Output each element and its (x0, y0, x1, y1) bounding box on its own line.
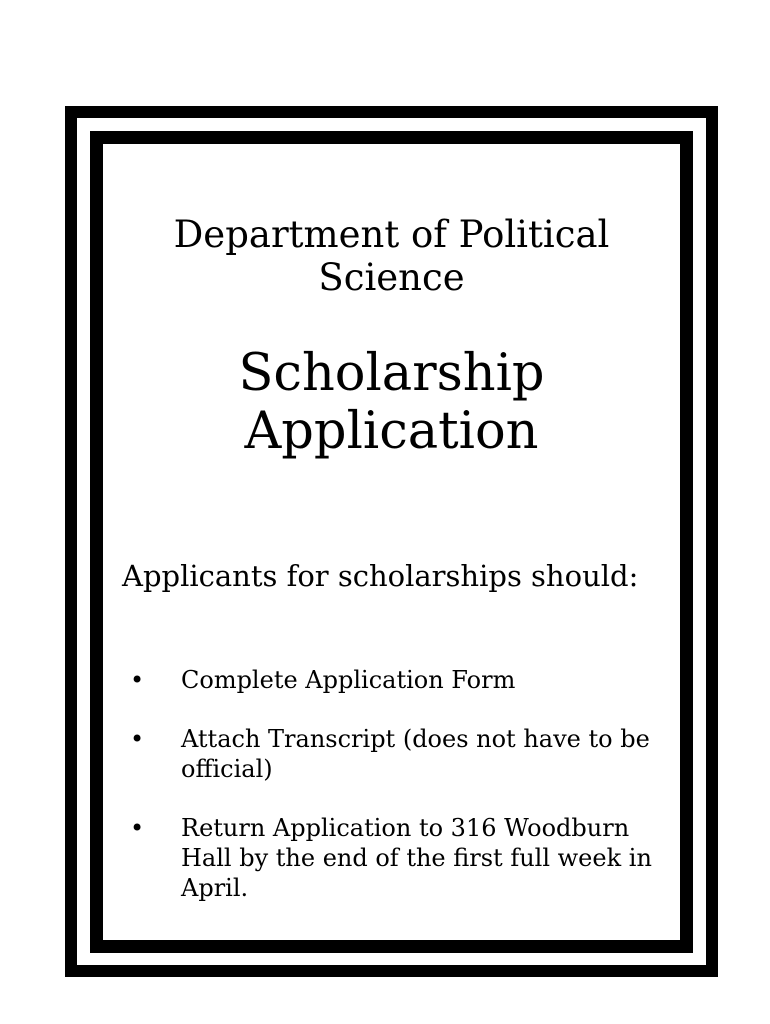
bullet-icon: • (130, 814, 145, 842)
requirements-list (122, 665, 682, 932)
department-heading: Department of Political Science (173, 213, 610, 299)
requirement-text: Attach Transcript (does not have to be official) (181, 725, 650, 783)
bullet-icon: • (130, 725, 145, 753)
list-item (122, 813, 682, 903)
list-item (122, 724, 682, 784)
intro-text: Applicants for scholarships should: (122, 559, 639, 593)
requirement-text: Complete Application Form (181, 666, 516, 694)
page-title: Scholarship Application (238, 344, 545, 461)
list-item (122, 665, 682, 695)
bullet-icon: • (130, 666, 145, 694)
requirement-text: Return Application to 316 Woodburn Hall by the end of the first full week in April. (181, 814, 652, 902)
